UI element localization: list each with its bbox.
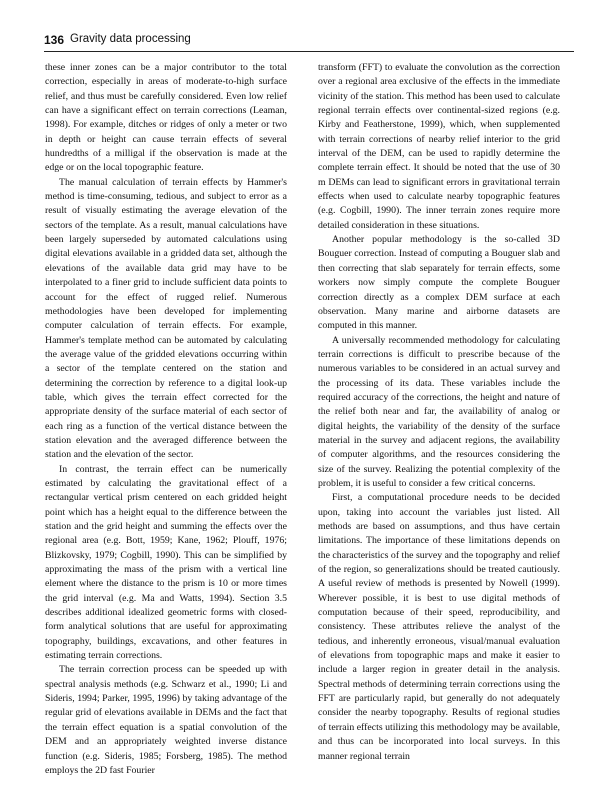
paragraph: transform (FFT) to evaluate the convolution as the correction over a regional area exclusive of the effects in the immediate vicinity of the station. This method has been used to calculate regional terrain effects over continental-sized regions (e.g. Kirby and Featherstone, 1999), which, when supplemented with terrain corrections of nearby relief interior to the grid interval of the DEM, can be used to rapidly determine the complete terrain effect. It should be noted that the use of 30 m DEMs can lead to significant errors in gravitational terrain effects when used to calculate nearby topographic features (e.g. Cogbill, 1990). The inner terrain zones require more detailed consideration in these situations.	[318, 62, 560, 231]
paragraph: The manual calculation of terrain effects by Hammer's method is time-consuming, tedious, and subject to error as a result of visually estimating the average elevation of the sectors of the template. As a result, manual calculations have been largely superseded by automated calculations using digital elevations available in a gridded data set, although the elevations of the available data grid may have to be interpolated to a finer grid to include sufficient data points to account for the effect of rugged relief. Numerous methodologies have been developed for implementing computer calculation of terrain effects. For example, Hammer's template method can be automated by calculating the average value of the gridded elevations occurring within a sector of the template centered on the station and determining the correction by reference to a digital look-up table, which gives the terrain effect corrected for the appropriate density of the surface material of each sector of each ring as a function of the vertical distance between the station elevation and the averaged difference between the station and the elevation of the sector.	[45, 176, 287, 461]
left-column	[45, 61, 287, 778]
paragraph: In contrast, the terrain effect can be numerically estimated by calculating the gravitational effect of a rectangular vertical prism centered on each gridded height point which has a height equal to the difference between the station and the grid height and summing the effects over the regional area (e.g. Bott, 1959; Kane, 1962; Plouff, 1976; Blizkovsky, 1979; Cogbill, 1990). This can be simplified by approximating the mass of the prism with a vertical line element where the distance to the prism is 10 or more times the grid interval (e.g. Ma and Watts, 1994). Section 3.5 describes additional idealized geometric forms with closed-form analytical solutions that are useful for approximating topography, buildings, excavations, and other features in estimating terrain corrections.	[45, 463, 287, 662]
paragraph: The terrain correction process can be speeded up with spectral analysis methods (e.g. Schwarz et al., 1990; Li and Sideris, 1994; Parker, 1995, 1996) by taking advantage of the regular grid of elevations available in DEMs and the fact that the terrain effect equation is a spatial convolution of the DEM and an appropriately weighted inverse distance function (e.g. Sideris, 1985; Forsberg, 1985). The method employs the 2D fast Fourier	[45, 664, 287, 776]
paragraph: Another popular methodology is the so-called 3D Bouguer correction. Instead of computing a Bouguer slab and then correcting that slab separately for terrain effects, some workers now simply compute the complete Bouguer correction directly as a complex DEM surface at each observation. Many marine and airborne datasets are computed in this manner.	[318, 234, 560, 332]
paragraph: A universally recommended methodology for calculating terrain corrections is difficult to prescribe because of the numerous variables to be considered in an actual survey and the processing of its data. These variables include the required accuracy of the corrections, the height and nature of the relief both near and far, the availability of analog or digital heights, the variability of the density of the surface material in the survey and adjacent regions, the availability of computer algorithms, and the resources considering the size of the survey. Realizing the potential complexity of the problem, it is useful to consider a few critical concerns.	[318, 334, 560, 489]
paragraph: these inner zones can be a major contributor to the total correction, especially in areas of moderate-to-high surface relief, and thus must be carefully considered. Even low relief can have a significant effect on terrain corrections (Leaman, 1998). For example, ditches or ridges of only a meter or two in depth or height can cause terrain effects of several hundredths of a milligal if the observation is made at the edge or on the local topographic feature.	[45, 62, 287, 174]
running-header	[44, 31, 574, 52]
right-column	[318, 61, 560, 764]
paragraph: First, a computational procedure needs to be decided upon, taking into account the variables just listed. All methods are based on assumptions, and thus have certain limitations. The importance of these limitations depends on the characteristics of the survey and the topography and relief of the region, so generalizations should be treated cautiously. A useful review of methods is presented by Nowell (1999). Wherever possible, it is best to use digital methods of computation because of their speed, reproducibility, and consistency. These attributes relieve the analyst of the tedious, and inherently erroneous, visual/manual evaluation of elevations from topographic maps and make it easier to include a larger region in greater detail in the analysis. Spectral methods of determining terrain corrections using the FFT are particularly rapid, but generally do not adequately consider the nearby topography. Results of regional studies of terrain effects utilizing this methodology may be available, and thus can be incorporated into local surveys. In this manner regional terrain	[318, 492, 560, 762]
running-title: Gravity data processing	[70, 33, 191, 45]
page-number: 136	[44, 33, 65, 47]
